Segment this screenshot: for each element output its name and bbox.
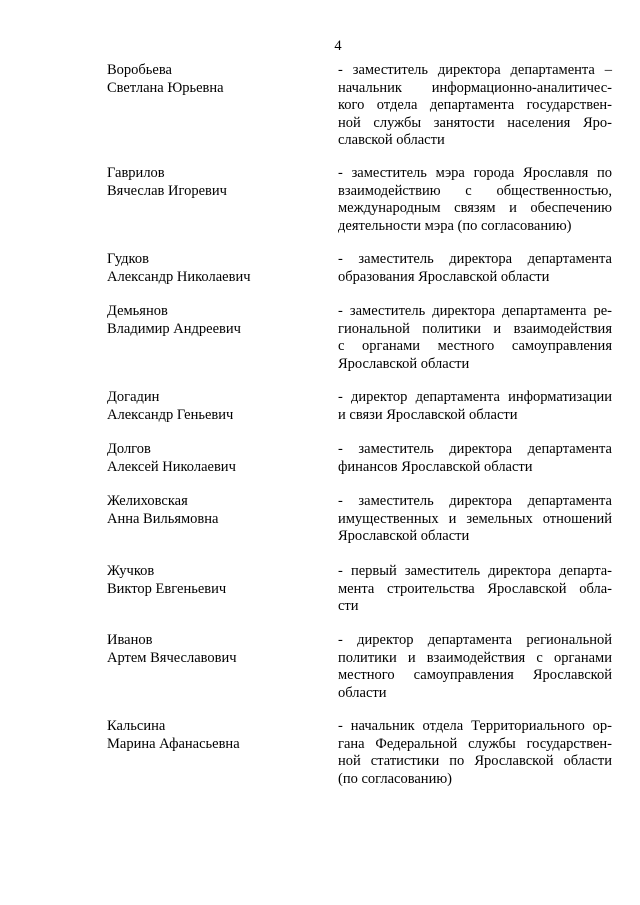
member-role bbox=[338, 251, 612, 286]
role-line: (по согласованию) bbox=[338, 770, 452, 787]
member-role bbox=[338, 62, 612, 150]
member-given-name: Светлана Юрьевна bbox=[107, 79, 224, 96]
member-name-block bbox=[107, 563, 327, 598]
member-surname: Жучков bbox=[107, 563, 155, 579]
member-surname: Догадин bbox=[107, 389, 160, 405]
member-role bbox=[338, 632, 612, 702]
role-line: - заместитель директора департамента ре- bbox=[338, 303, 612, 319]
member-role bbox=[338, 441, 612, 476]
role-line: имущественных и земельных отношений bbox=[338, 510, 612, 527]
role-line: славской области bbox=[338, 132, 445, 149]
member-role bbox=[338, 718, 612, 788]
member-name-block bbox=[107, 632, 327, 667]
member-surname: Воробьева bbox=[107, 62, 172, 78]
member-surname: Желиховская bbox=[107, 493, 188, 509]
member-given-name: Вячеслав Игоревич bbox=[107, 182, 227, 199]
role-line: кого отдела департамента государствен- bbox=[338, 97, 612, 114]
member-role bbox=[338, 165, 612, 235]
role-line: Ярославской области bbox=[338, 355, 470, 372]
member-name-block bbox=[107, 251, 327, 286]
member-surname: Кальсина bbox=[107, 718, 166, 734]
member-surname: Долгов bbox=[107, 441, 151, 457]
member-name-block bbox=[107, 303, 327, 338]
role-line: ной службы занятости населения Яро- bbox=[338, 114, 612, 131]
role-line: образования Ярославской области bbox=[338, 268, 550, 285]
role-line: с органами местного самоуправления bbox=[338, 338, 612, 355]
role-line: - директор департамента информатизации bbox=[338, 389, 612, 405]
member-name-block bbox=[107, 493, 327, 528]
role-line: сти bbox=[338, 598, 359, 615]
role-line: мента строительства Ярославской обла- bbox=[338, 580, 612, 597]
role-line: начальник информационно-аналитичес- bbox=[338, 79, 612, 96]
page-number: 4 bbox=[334, 38, 342, 54]
member-given-name: Алексей Николаевич bbox=[107, 458, 236, 475]
member-role bbox=[338, 303, 612, 373]
role-line: местного самоуправления Ярославской bbox=[338, 667, 612, 684]
member-role bbox=[338, 493, 612, 546]
member-surname: Иванов bbox=[107, 632, 153, 648]
member-given-name: Марина Афанасьевна bbox=[107, 735, 240, 752]
role-line: гана Федеральной службы государствен- bbox=[338, 735, 612, 752]
role-line: - заместитель мэра города Ярославля по bbox=[338, 165, 612, 181]
member-surname: Демьянов bbox=[107, 303, 168, 319]
role-line: - заместитель директора департамента bbox=[338, 251, 612, 267]
role-line: - директор департамента региональной bbox=[338, 632, 612, 648]
member-surname: Гаврилов bbox=[107, 165, 165, 181]
role-line: взаимодействию с общественностью, bbox=[338, 182, 612, 199]
member-name-block bbox=[107, 441, 327, 476]
member-given-name: Анна Вильямовна bbox=[107, 510, 219, 527]
member-given-name: Артем Вячеславович bbox=[107, 649, 237, 666]
role-line: - заместитель директора департамента – bbox=[338, 62, 612, 78]
role-line: деятельности мэра (по согласованию) bbox=[338, 217, 572, 234]
role-line: гиональной политики и взаимодействия bbox=[338, 320, 612, 337]
role-line: области bbox=[338, 684, 387, 701]
role-line: - заместитель директора департамента bbox=[338, 493, 612, 509]
member-given-name: Александр Николаевич bbox=[107, 268, 251, 285]
member-name-block bbox=[107, 389, 327, 424]
role-line: - заместитель директора департамента bbox=[338, 441, 612, 457]
role-line: - начальник отдела Территориального ор- bbox=[338, 718, 612, 734]
member-role bbox=[338, 563, 612, 616]
role-line: ной статистики по Ярославской области bbox=[338, 753, 612, 770]
member-name-block bbox=[107, 718, 327, 753]
member-name-block bbox=[107, 62, 327, 97]
role-line: финансов Ярославской области bbox=[338, 458, 533, 475]
member-surname: Гудков bbox=[107, 251, 149, 267]
member-role bbox=[338, 389, 612, 424]
role-line: международным связям и обеспечению bbox=[338, 200, 612, 217]
member-given-name: Владимир Андреевич bbox=[107, 320, 241, 337]
role-line: политики и взаимодействия с органами bbox=[338, 649, 612, 666]
member-given-name: Александр Геньевич bbox=[107, 406, 234, 423]
member-name-block bbox=[107, 165, 327, 200]
role-line: - первый заместитель директора департа- bbox=[338, 563, 612, 579]
role-line: и связи Ярославской области bbox=[338, 406, 518, 423]
role-line: Ярославской области bbox=[338, 528, 470, 545]
member-given-name: Виктор Евгеньевич bbox=[107, 580, 227, 597]
